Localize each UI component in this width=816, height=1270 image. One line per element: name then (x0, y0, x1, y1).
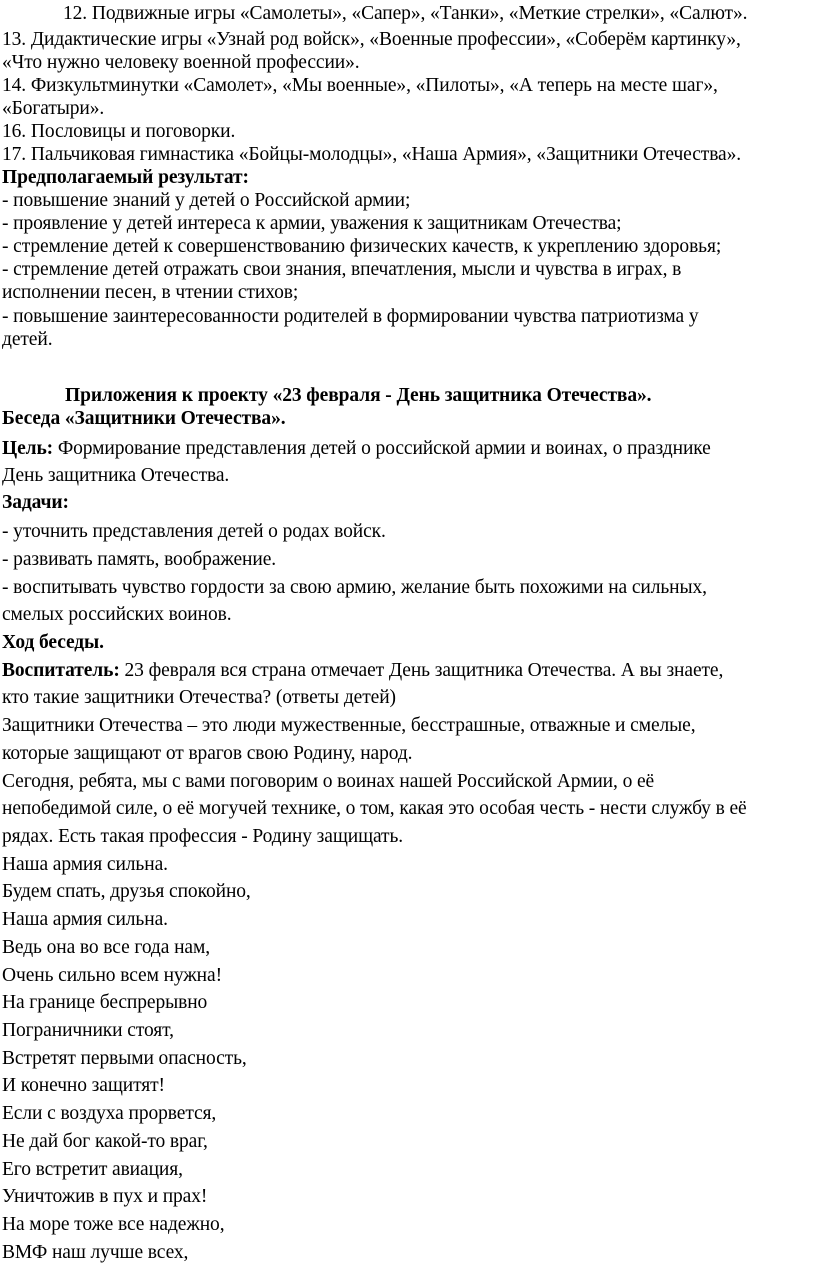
result-item: - стремление детей отражать свои знания, впечатления, мысли и чувства в играх, в (2, 259, 682, 280)
paragraph-line: Сегодня, ребята, мы с вами поговорим о воинах нашей Российской Армии, о её (2, 771, 655, 792)
conversation-title: Беседа «Защитники Отечества». (2, 408, 286, 429)
poem-line: На границе беспрерывно (2, 992, 208, 1013)
paragraph-line: непобедимой силе, о её могучей технике, о том, какая это особая честь - нести службу в её (2, 798, 747, 819)
task-item: - развивать память, воображение. (2, 549, 277, 570)
poem-line: Если с воздуха прорвется, (2, 1103, 217, 1124)
result-item: - повышение заинтересованности родителей в формировании чувства патриотизма у (2, 306, 699, 327)
poem-line: И конечно защитят! (2, 1075, 165, 1096)
list-item: 13. Дидактические игры «Узнай род войск», «Военные профессии», «Соберём картинку», (2, 29, 741, 50)
poem-line: Не дай бог какой-то враг, (2, 1131, 208, 1152)
poem-line: На море тоже все надежно, (2, 1214, 225, 1235)
teacher-paragraph: Воспитатель: 23 февраля вся страна отмечает День защитника Отечества. А вы знаете, (2, 660, 724, 681)
poem-line: ВМФ наш лучше всех, (2, 1242, 189, 1263)
list-item: 14. Физкультминутки «Самолет», «Мы военные», «Пилоты», «А теперь на месте шаг», (2, 75, 718, 96)
list-item-continuation: «Богатыри». (2, 98, 105, 119)
list-item: 17. Пальчиковая гимнастика «Бойцы-молодцы», «Наша Армия», «Защитники Отечества». (2, 144, 742, 165)
poem-line: Уничтожив в пух и прах! (2, 1186, 208, 1207)
poem-line: Его встретит авиация, (2, 1159, 183, 1180)
poem-line: Встретят первыми опасность, (2, 1048, 247, 1069)
result-item: - проявление у детей интереса к армии, уважения к защитникам Отечества; (2, 213, 622, 234)
result-item-continuation: детей. (2, 329, 53, 350)
paragraph-line: кто такие защитники Отечества? (ответы детей) (2, 687, 396, 708)
paragraph-line: рядах. Есть такая профессия - Родину защищать. (2, 826, 404, 847)
list-item-continuation: «Что нужно человеку военной профессии». (2, 52, 360, 73)
poem-line: Пограничники стоят, (2, 1020, 174, 1041)
paragraph-line: которые защищают от врагов свою Родину, народ. (2, 743, 413, 764)
paragraph-line: Защитники Отечества – это люди мужественные, бесстрашные, отважные и смелые, (2, 715, 696, 736)
result-item: - стремление детей к совершенствованию физических качеств, к укреплению здоровья; (2, 236, 722, 257)
task-item-continuation: смелых российских воинов. (2, 604, 232, 625)
result-item: - повышение знаний у детей о Российской армии; (2, 190, 411, 211)
list-item: 16. Пословицы и поговорки. (2, 121, 236, 142)
poem-line: Наша армия сильна. (2, 909, 168, 930)
list-item: 12. Подвижные игры «Самолеты», «Сапер», «Танки», «Меткие стрелки», «Салют». (63, 3, 748, 24)
poem-line: Наша армия сильна. (2, 854, 168, 875)
result-item-continuation: исполнении песен, в чтении стихов; (2, 282, 299, 303)
goal-paragraph: Цель: Формирование представления детей о российской армии и воинах, о празднике (2, 438, 711, 459)
poem-line: Ведь она во все года нам, (2, 937, 210, 958)
poem-line: Очень сильно всем нужна! (2, 965, 222, 986)
progress-heading: Ход беседы. (2, 632, 104, 653)
tasks-heading: Задачи: (2, 492, 69, 513)
appendix-title: Приложения к проекту «23 февраля - День защитника Отечества». (65, 385, 652, 406)
task-item: - уточнить представления детей о родах войск. (2, 521, 386, 542)
task-item: - воспитывать чувство гордости за свою армию, желание быть похожими на сильных, (2, 577, 707, 598)
poem-line: Будем спать, друзья спокойно, (2, 881, 251, 902)
goal-paragraph-continuation: День защитника Отечества. (2, 465, 230, 486)
section-heading: Предполагаемый результат: (2, 167, 249, 188)
